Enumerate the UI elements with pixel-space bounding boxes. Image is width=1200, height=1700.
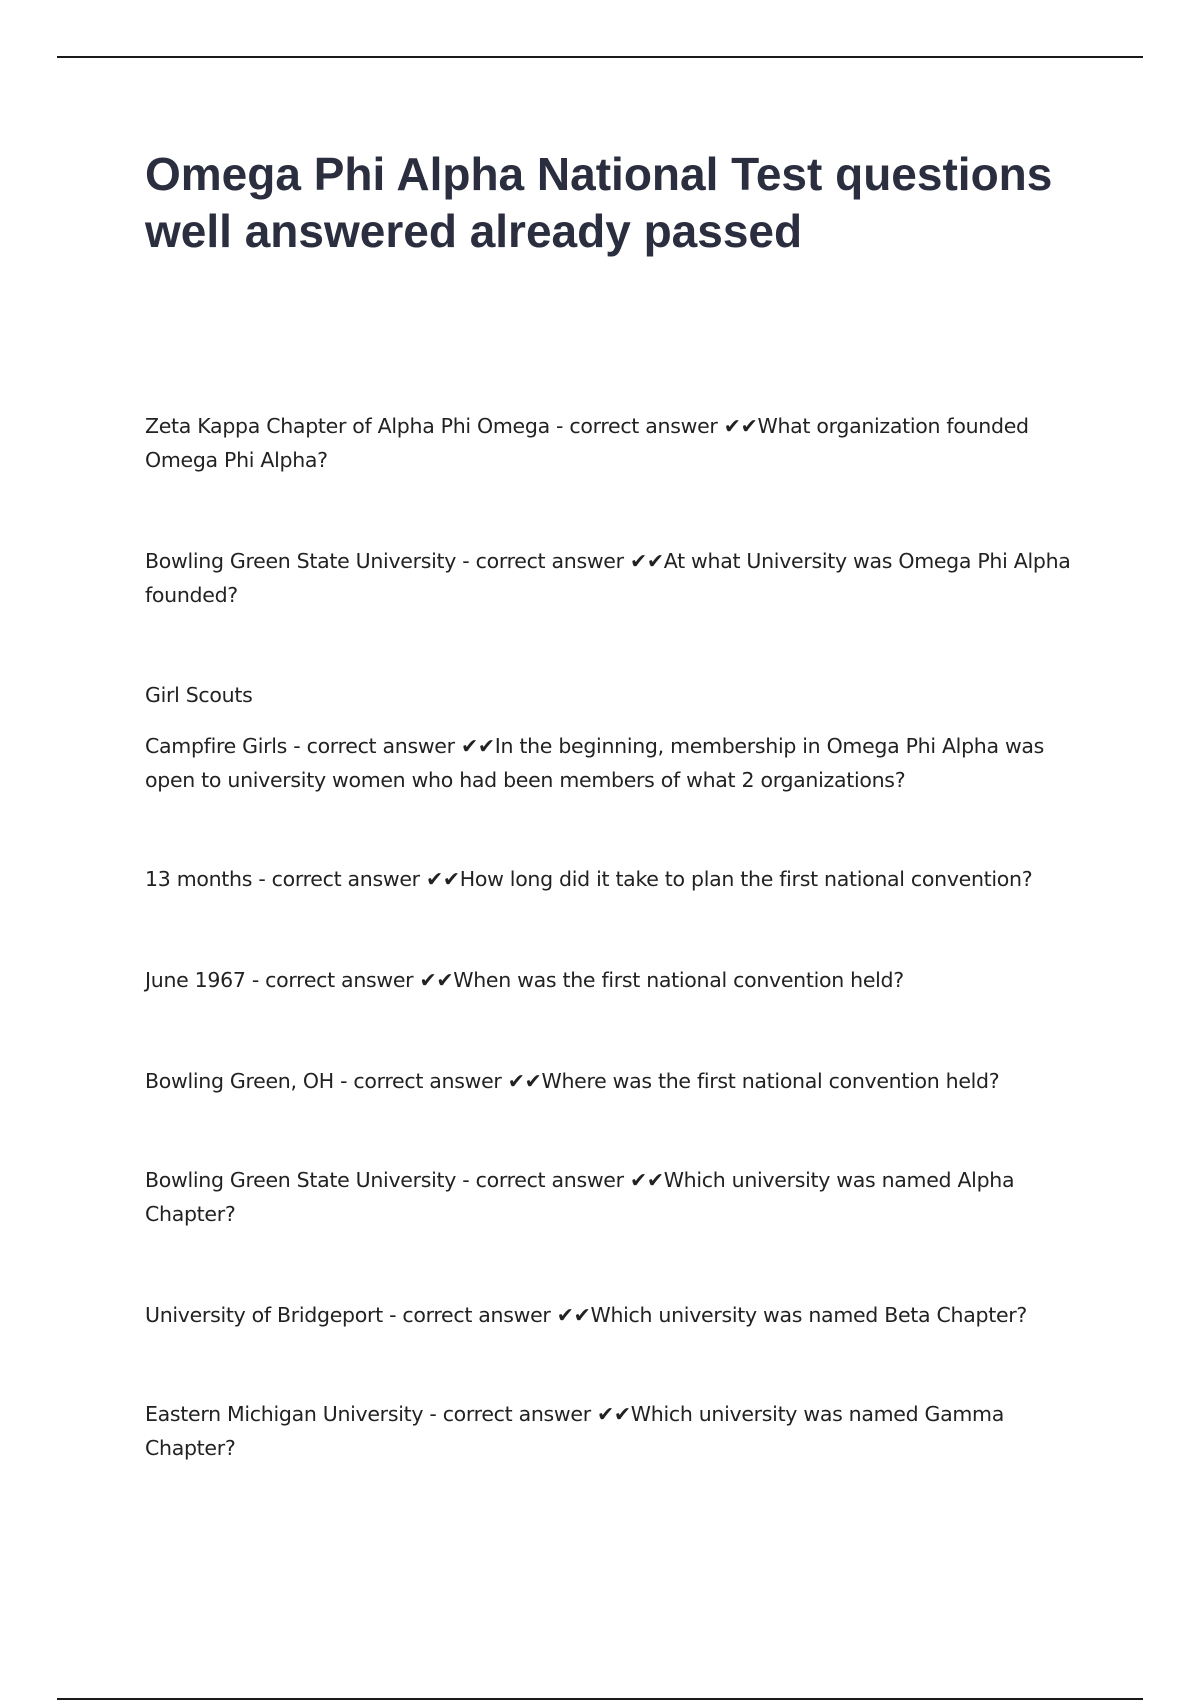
qa-item-4: Campfire Girls - correct answer ✔✔In the beginning, membership in Omega Phi Alpha was open to university women who had been members of what 2 organizations?: [145, 734, 1045, 792]
top-divider: [57, 56, 1143, 58]
document-title: Omega Phi Alpha National Test questions well answered already passed: [145, 148, 1053, 257]
qa-item-5: 13 months - correct answer ✔✔How long did it take to plan the first national convention?: [145, 867, 1033, 891]
qa-item-6: June 1967 - correct answer ✔✔When was the first national convention held?: [145, 968, 904, 992]
qa-item-2: Bowling Green State University - correct answer ✔✔At what University was Omega Phi Alpha founded?: [145, 549, 1071, 607]
qa-item-8: Bowling Green State University - correct answer ✔✔Which university was named Alpha Chapter?: [145, 1168, 1015, 1226]
qa-item-9: University of Bridgeport - correct answer ✔✔Which university was named Beta Chapter?: [145, 1303, 1027, 1327]
qa-item-1: Zeta Kappa Chapter of Alpha Phi Omega - correct answer ✔✔What organization founded Omega Phi Alpha?: [145, 414, 1029, 472]
qa-item-7: Bowling Green, OH - correct answer ✔✔Where was the first national convention held?: [145, 1069, 1000, 1093]
qa-item-3: Girl Scouts: [145, 683, 253, 707]
qa-item-10: Eastern Michigan University - correct answer ✔✔Which university was named Gamma Chapter?: [145, 1402, 1004, 1460]
